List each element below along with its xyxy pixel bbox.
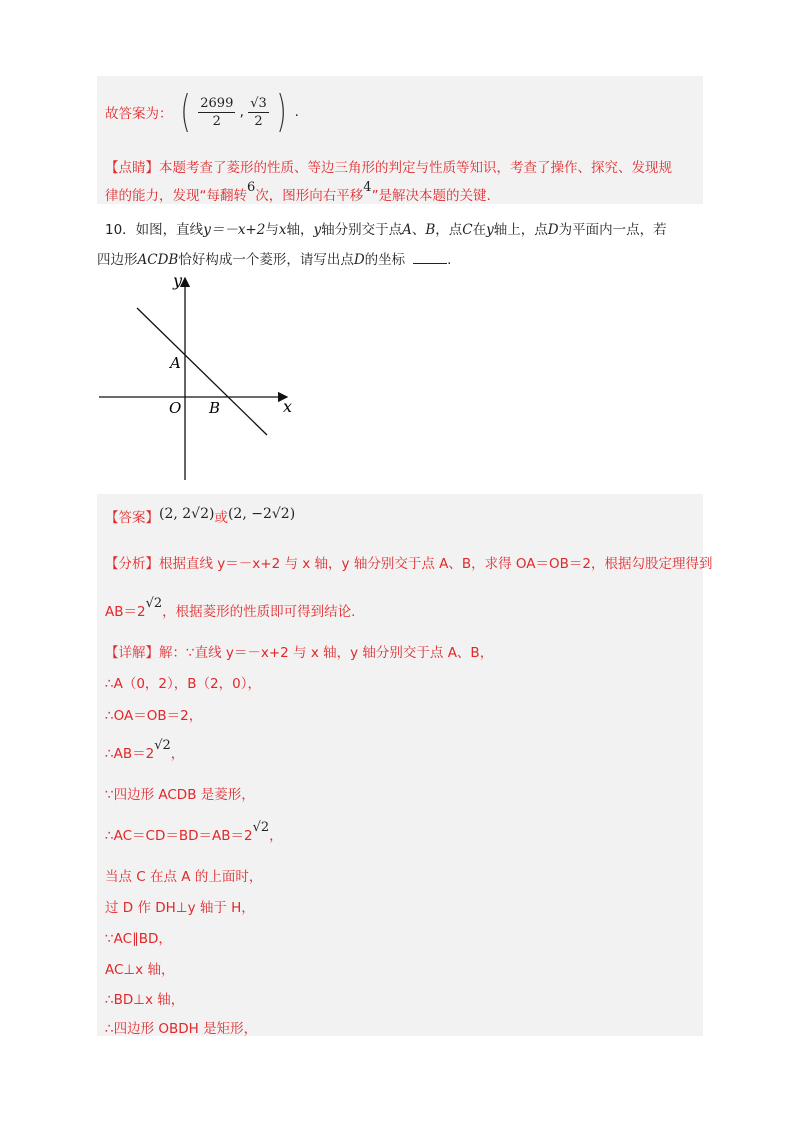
period: . (294, 104, 299, 120)
answer-coord-1: (2, 2√2) (159, 506, 215, 522)
detail-line-1: 【详解】解：∵直线 y＝－x+2 与 x 轴，y 轴分别交于点 A、B， (105, 645, 494, 661)
detail-line-5: ∵四边形 ACDB 是菱形， (105, 787, 255, 803)
fraction-2699-2: $\frac{2699}{2}$ (200, 95, 234, 129)
detail-line-4: ∴AB＝2√2， (105, 738, 185, 762)
detail-line-7: 当点 C 在点 A 的上面时， (105, 869, 263, 885)
comment-line-1: 【点睛】本题考查了菱形的性质、等边三角形的判定与性质等知识，考查了操作、探究、发现规 (105, 160, 672, 176)
comment-line-2: 律的能力，发现“每翻转6次，图形向右平移4”是解决本题的关键. (105, 180, 491, 204)
label-B: B (209, 399, 221, 417)
line-y-eq-neg-x-plus-2 (137, 308, 267, 435)
comma: , (239, 104, 244, 120)
label-O: O (169, 399, 182, 417)
detail-line-6: ∴AC＝CD＝BD＝AB＝2√2， (105, 820, 283, 844)
detail-line-10: AC⊥x 轴， (105, 962, 175, 978)
detail-line-3: ∴OA＝OB＝2， (105, 708, 203, 724)
detail-line-12: ∴四边形 OBDH 是矩形， (105, 1021, 258, 1037)
open-paren: ( (180, 86, 191, 137)
previous-solution-block (97, 76, 703, 204)
detail-line-2: ∴A（0，2），B（2，0）， (105, 676, 261, 692)
fraction-sqrt3-2: $\frac{√3}{2}$ (250, 95, 267, 129)
label-y: y (173, 271, 183, 290)
previous-answer-line (105, 86, 299, 137)
solution-block (97, 494, 713, 1037)
detail-line-9: ∵AC∥BD， (105, 931, 172, 947)
answer-coord-2: (2, −2√2) (227, 506, 296, 522)
answer-blank (413, 263, 447, 264)
coordinate-figure (95, 270, 310, 485)
detail-line-8: 过 D 作 DH⊥y 轴于 H， (105, 900, 255, 916)
analysis-line-2: AB＝2√2，根据菱形的性质即可得到结论. (105, 596, 356, 620)
label-x: x (283, 397, 293, 416)
close-paren: ) (276, 86, 287, 137)
answer-line: 【答案】(2, 2√2)或(2, −2√2) (105, 506, 296, 526)
label-A: A (170, 354, 181, 372)
question-line-1: 10．如图，直线y＝－x+2与x轴，y轴分别交于点A、B，点C在y轴上，点D为平面内一点，若 (105, 222, 667, 238)
question-line-2: 四边形ACDB恰好构成一个菱形，请写出点D的坐标 . (97, 252, 452, 268)
analysis-line-1: 【分析】根据直线 y＝－x+2 与 x 轴，y 轴分别交于点 A、B，求得 OA＝OB＝2，根据勾股定理得到 (105, 556, 713, 572)
answer-prefix: 故答案为： (105, 106, 173, 122)
detail-line-11: ∴BD⊥x 轴， (105, 992, 185, 1008)
